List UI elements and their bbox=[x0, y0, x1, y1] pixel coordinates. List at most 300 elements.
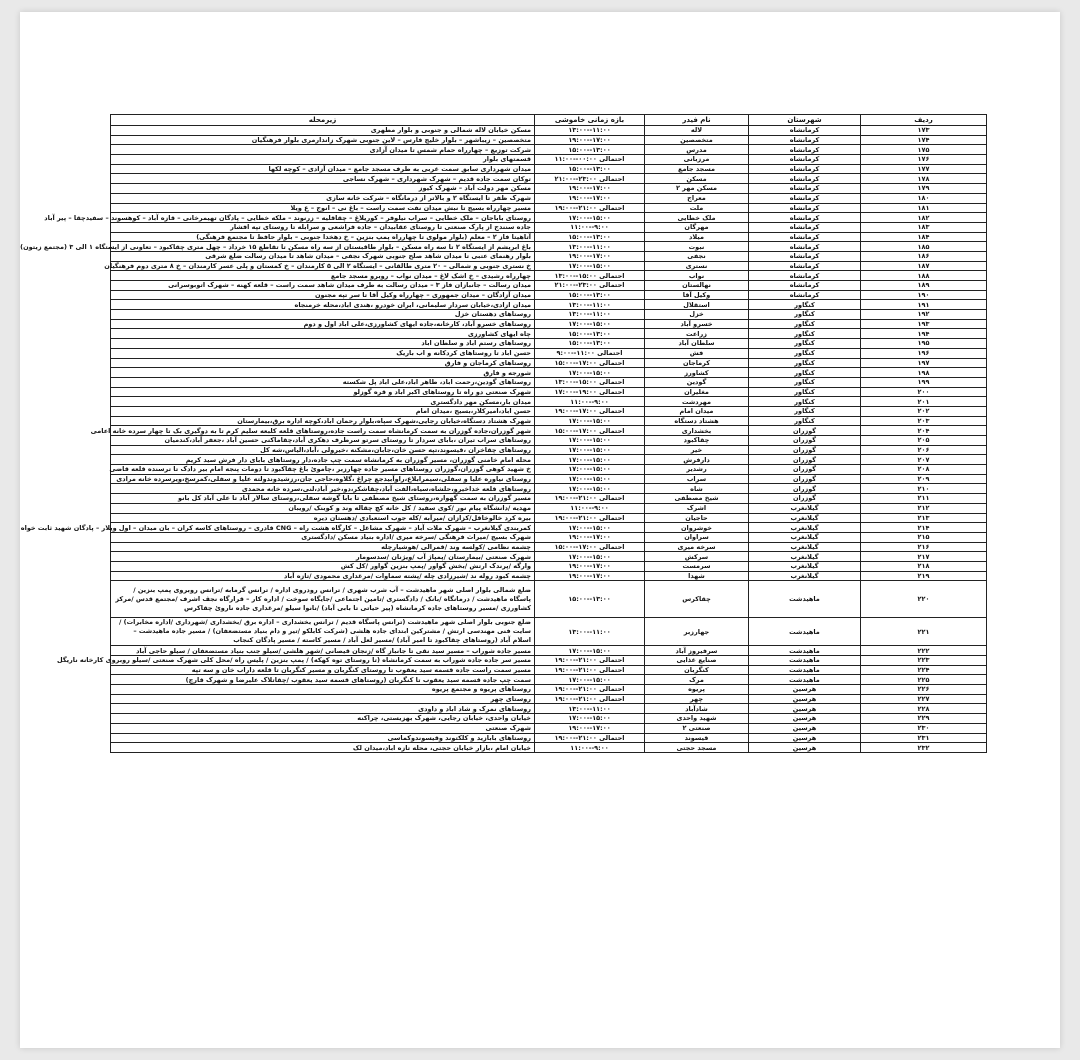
cell-index: ۲۲۷ bbox=[861, 694, 987, 704]
table-row bbox=[111, 242, 987, 252]
cell-period: ۹:۰۰--۱۱:۰۰ bbox=[535, 397, 645, 407]
cell-city: کنگاور bbox=[749, 300, 861, 310]
table-row bbox=[111, 300, 987, 310]
cell-area: روستاهای دهستان خزل bbox=[111, 310, 535, 320]
table-row bbox=[111, 416, 987, 426]
cell-index: ۲۱۵ bbox=[861, 532, 987, 542]
cell-period: ۱۳:۰۰--۱۵:۰۰ bbox=[535, 290, 645, 300]
table-row bbox=[111, 329, 987, 339]
cell-area: متخصصین – زیباشهر – بلوار خلیج فارس – لاین جنوبی شهرک زاندارمری بلوار فرهنگیان bbox=[111, 135, 535, 145]
cell-period: ۱۵:۰۰--۱۷:۰۰ bbox=[535, 319, 645, 329]
cell-city: هرسین bbox=[749, 723, 861, 733]
table-row bbox=[111, 426, 987, 436]
cell-index: ۱۷۶ bbox=[861, 155, 987, 165]
cell-area: سمت چپ جاده قسمه سید یعقوب تا کنگربان (روستاهای قسمه سید یعقوب /چقاتلاک علیرضا و شهرک قارچ) bbox=[111, 675, 535, 685]
cell-period: احتمالی ۲۱:۰۰--۱۹:۰۰ bbox=[535, 203, 645, 213]
cell-index: ۱۹۴ bbox=[861, 329, 987, 339]
cell-area: بلوار رهنمای عتبی تا میدان شاهد صلح جنوبی شهرک نجفی – میدان شاهد تا میدان رسالت ضلع شرقی bbox=[111, 251, 535, 261]
cell-index: ۲۰۵ bbox=[861, 436, 987, 446]
cell-city: کنگاور bbox=[749, 339, 861, 349]
cell-feeder: خزل bbox=[645, 310, 749, 320]
cell-period: ۱۵:۰۰--۱۷:۰۰ bbox=[535, 675, 645, 685]
cell-feeder: اشرک bbox=[645, 503, 749, 513]
cell-index: ۲۰۴ bbox=[861, 426, 987, 436]
cell-period: احتمالی ۱۷:۰۰--۱۵:۰۰ bbox=[535, 358, 645, 368]
table-row bbox=[111, 552, 987, 562]
table-row bbox=[111, 474, 987, 484]
cell-index: ۲۲۲ bbox=[861, 646, 987, 656]
cell-feeder: بخشداری bbox=[645, 426, 749, 436]
cell-city: هرسین bbox=[749, 733, 861, 743]
cell-city: هرسین bbox=[749, 704, 861, 714]
table-row bbox=[111, 348, 987, 358]
cell-index: ۱۷۳ bbox=[861, 126, 987, 136]
cell-area: وارگه /پرندک ارتش /بخش گواور /پمپ بنزین گواور /کل کش bbox=[111, 561, 535, 571]
cell-index: ۲۱۷ bbox=[861, 552, 987, 562]
cell-period: ۱۵:۰۰--۱۷:۰۰ bbox=[535, 714, 645, 724]
cell-period: ۱۵:۰۰--۱۷:۰۰ bbox=[535, 368, 645, 378]
cell-index: ۱۸۱ bbox=[861, 203, 987, 213]
table-row bbox=[111, 126, 987, 136]
header-city: شهرستان bbox=[749, 115, 861, 126]
cell-period: ۱۳:۰۰--۱۵:۰۰ bbox=[535, 145, 645, 155]
cell-area: شهرک بسیج /میراث فرهنگی /سرخه میری /اداره بنیاد مسکن /دادگستری bbox=[111, 532, 535, 542]
cell-city: گوزران bbox=[749, 426, 861, 436]
cell-index: ۲۰۲ bbox=[861, 406, 987, 416]
cell-area: روستاهای نمرک و شاد اباد و داودی bbox=[111, 704, 535, 714]
cell-period: احتمالی ۲۱:۰۰--۱۹:۰۰ bbox=[535, 665, 645, 675]
cell-area: خیابان امام ،بازار خیابان حجتی، محله تازه اباد،میدان لک bbox=[111, 743, 535, 753]
cell-feeder: جهارزبر bbox=[645, 618, 749, 646]
cell-area: میدان ازادی،خیابان سردار سلیمانی، ایران خودرو ،هندی اباد،محله خرمنجاه bbox=[111, 300, 535, 310]
cell-city: کرمانشاه bbox=[749, 135, 861, 145]
cell-city: گوزران bbox=[749, 455, 861, 465]
table-row bbox=[111, 581, 987, 618]
cell-area: مسکن خیابان لاله شمالی و جنوبی و بلوار مطهری bbox=[111, 126, 535, 136]
cell-area: خ شهید کوهی گوزران،گوزران روستاهای مسیر جاده چهارزبر ،چاموئ باغ چقاکبود تا دومات پنجه امام بیر دادک تا ترسنده قلعه قاضی bbox=[111, 465, 535, 475]
cell-period: ۱۵:۰۰--۱۷:۰۰ bbox=[535, 416, 645, 426]
cell-feeder: خوشروان bbox=[645, 523, 749, 533]
cell-city: کنگاور bbox=[749, 397, 861, 407]
cell-feeder: هشتاد دستگاه bbox=[645, 416, 749, 426]
cell-area: روستاهای چقاخران ،قیسوند،تپه حسن خان،جابان،مشکنه ،خیرولی ،آباد،الیاس،شه کل bbox=[111, 445, 535, 455]
table-row bbox=[111, 232, 987, 242]
cell-period: ۱۱:۰۰--۱۳:۰۰ bbox=[535, 618, 645, 646]
cell-index: ۱۸۷ bbox=[861, 261, 987, 271]
cell-area: شهر گوزران،جاده گوزران به سمت کرمانشاه سمت راست جاده،روستاهای قلعه کلبعه سلیم کرم تا به دوگیری بک تا چهار سرده خانه اعامی bbox=[111, 426, 535, 436]
cell-period: ۱۱:۰۰--۱۳:۰۰ bbox=[535, 126, 645, 136]
cell-city: گوزران bbox=[749, 465, 861, 475]
cell-feeder: چقاکبود bbox=[645, 436, 749, 446]
cell-feeder: نواب bbox=[645, 271, 749, 281]
cell-feeder: استقلال bbox=[645, 300, 749, 310]
cell-index: ۲۰۱ bbox=[861, 397, 987, 407]
table-row bbox=[111, 358, 987, 368]
cell-area: حسن اباد،امیرکلار،بسیج ،میدان امام bbox=[111, 406, 535, 416]
cell-period: احتمالی ۲۱:۰۰--۱۹:۰۰ bbox=[535, 494, 645, 504]
cell-period: احتمالی ۲۱:۰۰--۱۹:۰۰ bbox=[535, 656, 645, 666]
header-period: بازه زمانی خاموشی bbox=[535, 115, 645, 126]
cell-area: روستاهای گودین،رحمت اباد، طاهر اباد،علی اباد پل شکسته bbox=[111, 377, 535, 387]
cell-index: ۲۰۷ bbox=[861, 455, 987, 465]
cell-feeder: چقاکرس bbox=[645, 581, 749, 618]
cell-area: مسیر سمت راست جاده قسمه سید یعقوب تا روستای کنگربان و مسیر کنگربان تا قلعه داراب خان و سه تپه bbox=[111, 665, 535, 675]
cell-feeder: مدرس bbox=[645, 145, 749, 155]
cell-index: ۱۷۹ bbox=[861, 184, 987, 194]
cell-area: میدان شهرداری سابق سمت غربی به طرف مسجد جامع – میدان آزادی – کوچه لکها bbox=[111, 164, 535, 174]
cell-city: ماهیدشت bbox=[749, 665, 861, 675]
cell-city: گیلانغرب bbox=[749, 503, 861, 513]
cell-index: ۱۸۲ bbox=[861, 213, 987, 223]
cell-feeder: مهردشت bbox=[645, 397, 749, 407]
cell-period: ۱۵:۰۰--۱۷:۰۰ bbox=[535, 552, 645, 562]
cell-period: احتمالی ۱۵:۰۰--۱۳:۰۰ bbox=[535, 377, 645, 387]
cell-feeder: صنعتی ۲ bbox=[645, 723, 749, 733]
table-header-row bbox=[111, 115, 987, 126]
cell-feeder: دارفرش bbox=[645, 455, 749, 465]
cell-period: ۱۷:۰۰--۱۹:۰۰ bbox=[535, 571, 645, 581]
cell-area: آتاهیتا فاز ۲ – معلم (بلوار مولوی تا چهارراه پمپ بنزین – خ دهخدا جنوبی – بلوار حافظ تا مجتمع فرهنگی) bbox=[111, 232, 535, 242]
cell-period: ۱۷:۰۰--۱۹:۰۰ bbox=[535, 532, 645, 542]
cell-index: ۲۱۳ bbox=[861, 513, 987, 523]
cell-feeder: شهدا bbox=[645, 571, 749, 581]
table-row bbox=[111, 465, 987, 475]
cell-area: خ نستری جنوبی و شمالی – ۲۰ متری طالقانی – ایستگاه ۲ الی ۵ کارمندان – خ کمستان و پلی عسر کارمندان – خ ۸ متری دوم فرهنگیان bbox=[111, 261, 535, 271]
cell-feeder: کشاورز bbox=[645, 368, 749, 378]
cell-feeder: سرمست bbox=[645, 561, 749, 571]
table-row bbox=[111, 656, 987, 666]
table-row bbox=[111, 665, 987, 675]
cell-area: مسیر گوزران به سمت گهواره،روستای شیخ مصطفی تا بابا گوشه سفلی،روستای سالار آباد تا علی آباد کل بانو bbox=[111, 494, 535, 504]
cell-feeder: نبوت bbox=[645, 242, 749, 252]
cell-city: کرمانشاه bbox=[749, 203, 861, 213]
cell-city: کنگاور bbox=[749, 329, 861, 339]
table-row bbox=[111, 513, 987, 523]
cell-feeder: مسکن bbox=[645, 174, 749, 184]
cell-index: ۱۹۰ bbox=[861, 290, 987, 300]
cell-area: روستاهای سراب تیران ،بابای سردار تا روستای سرتو سرطرف دهکری آباد،چقاماکنی حسین آباد ،جعفر آباد،کندمیان bbox=[111, 436, 535, 446]
table-row bbox=[111, 455, 987, 465]
cell-area: روستای باباجان – ملک خطایی – سراب نیلوفر – کوریلاغ – چقاقلیه – زرنوند – ملکه خطایی – پادگان تهیمرخانی – قازه آباد – کوهسوند – سفیدچقا – پیر آباد bbox=[111, 213, 535, 223]
cell-period: احتمالی ۱۷:۰۰--۱۵:۰۰ bbox=[535, 426, 645, 436]
table-row bbox=[111, 368, 987, 378]
cell-city: کرمانشاه bbox=[749, 155, 861, 165]
cell-area: قسمتهای بلوار bbox=[111, 155, 535, 165]
cell-period: احتمالی ۲۳:۰۰--۲۱:۰۰ bbox=[535, 281, 645, 291]
cell-city: گیلانغرب bbox=[749, 561, 861, 571]
cell-area: میدان آزادگان – میدان جمهوری – چهارراه وکیل آقا تا سر تپه مجنون bbox=[111, 290, 535, 300]
cell-area: میدان رسالت – جانبازان فاز ۳ – میدان رسالت به طرف میدان شاهد سمت راست – قلعه کهنه – شهرک اتوبوسرانی bbox=[111, 281, 535, 291]
cell-index: ۲۱۰ bbox=[861, 484, 987, 494]
cell-index: ۲۲۱ bbox=[861, 618, 987, 646]
cell-area: جاده سنندج از پارک صنعتی تا روستای عقابیدان – جاده فراشعی و سرابله تا روستای تپه افشار bbox=[111, 222, 535, 232]
cell-index: ۱۸۶ bbox=[861, 251, 987, 261]
cell-feeder: میدان امام bbox=[645, 406, 749, 416]
cell-city: گوزران bbox=[749, 436, 861, 446]
cell-area: روستای چهر bbox=[111, 694, 535, 704]
cell-period: ۱۳:۰۰--۱۵:۰۰ bbox=[535, 232, 645, 242]
cell-city: کرمانشاه bbox=[749, 271, 861, 281]
cell-feeder: مرزبانی bbox=[645, 155, 749, 165]
table-row bbox=[111, 714, 987, 724]
table-row bbox=[111, 733, 987, 743]
cell-period: ۱۵:۰۰--۱۷:۰۰ bbox=[535, 484, 645, 494]
cell-area: بیره کرد خالوخاقل/کزازان /میرآبه /کله جوب استعبادی /دهستان دیره bbox=[111, 513, 535, 523]
cell-feeder: ملک خطایی bbox=[645, 213, 749, 223]
cell-feeder: شادآباد bbox=[645, 704, 749, 714]
cell-index: ۲۲۳ bbox=[861, 656, 987, 666]
cell-feeder: مسجد حجتی bbox=[645, 743, 749, 753]
cell-index: ۱۷۵ bbox=[861, 145, 987, 155]
table-row bbox=[111, 406, 987, 416]
cell-city: ماهیدشت bbox=[749, 646, 861, 656]
cell-feeder: مغلیران bbox=[645, 387, 749, 397]
cell-feeder: زراعت bbox=[645, 329, 749, 339]
cell-city: ماهیدشت bbox=[749, 618, 861, 646]
cell-city: هرسین bbox=[749, 685, 861, 695]
table-row bbox=[111, 675, 987, 685]
cell-city: گیلانغرب bbox=[749, 542, 861, 552]
cell-feeder: رشدیر bbox=[645, 465, 749, 475]
cell-city: کنگاور bbox=[749, 319, 861, 329]
table-row bbox=[111, 145, 987, 155]
cell-city: کنگاور bbox=[749, 348, 861, 358]
cell-city: کرمانشاه bbox=[749, 164, 861, 174]
table-row bbox=[111, 542, 987, 552]
cell-city: گیلانغرب bbox=[749, 523, 861, 533]
table-row bbox=[111, 251, 987, 261]
table-row bbox=[111, 319, 987, 329]
cell-index: ۲۱۲ bbox=[861, 503, 987, 513]
cell-feeder: خیر bbox=[645, 445, 749, 455]
table-row bbox=[111, 694, 987, 704]
cell-index: ۱۸۹ bbox=[861, 281, 987, 291]
table-row bbox=[111, 523, 987, 533]
cell-feeder: فش bbox=[645, 348, 749, 358]
table-row bbox=[111, 193, 987, 203]
cell-index: ۱۷۴ bbox=[861, 135, 987, 145]
cell-city: کرمانشاه bbox=[749, 242, 861, 252]
cell-city: هرسین bbox=[749, 743, 861, 753]
cell-index: ۲۰۳ bbox=[861, 416, 987, 426]
cell-index: ۱۷۸ bbox=[861, 174, 987, 184]
cell-index: ۲۱۸ bbox=[861, 561, 987, 571]
table-row bbox=[111, 271, 987, 281]
table-row bbox=[111, 532, 987, 542]
table-row bbox=[111, 397, 987, 407]
cell-feeder: سرفیروز آباد bbox=[645, 646, 749, 656]
cell-city: کرمانشاه bbox=[749, 251, 861, 261]
cell-city: هرسین bbox=[749, 714, 861, 724]
table-row bbox=[111, 213, 987, 223]
table-row bbox=[111, 685, 987, 695]
cell-index: ۱۹۹ bbox=[861, 377, 987, 387]
cell-feeder: پریوه bbox=[645, 685, 749, 695]
cell-city: کرمانشاه bbox=[749, 193, 861, 203]
cell-period: ۱۷:۰۰--۱۹:۰۰ bbox=[535, 135, 645, 145]
cell-feeder: نجفی bbox=[645, 251, 749, 261]
cell-city: کنگاور bbox=[749, 387, 861, 397]
cell-city: گوزران bbox=[749, 474, 861, 484]
cell-city: ماهیدشت bbox=[749, 656, 861, 666]
document-page bbox=[20, 12, 1060, 1048]
cell-city: کنگاور bbox=[749, 416, 861, 426]
cell-feeder: وکیل آقا bbox=[645, 290, 749, 300]
cell-feeder: سراوان bbox=[645, 532, 749, 542]
table-row bbox=[111, 281, 987, 291]
cell-city: گیلانغرب bbox=[749, 513, 861, 523]
cell-period: ۱۳:۰۰--۱۵:۰۰ bbox=[535, 581, 645, 618]
cell-area: مسیر سر جاده جاده شوراب به سمت کرمانشاه (تا روستای توه کهکه) / پمپ بنزین / پلیس راه /محل کلی شهرک صنعتی /سیلو روبروی کارخانه ناریگل bbox=[111, 656, 535, 666]
cell-city: کنگاور bbox=[749, 358, 861, 368]
cell-feeder: گودین bbox=[645, 377, 749, 387]
table-row bbox=[111, 387, 987, 397]
cell-area: ضلع جنوبی بلوار اصلی شهر ماهیدشت (ترانس پاسگاه قدیم / ترانس بخشداری – اداره برق /بخشداری /شهرداری /اداره مخابرات) /سایت فنی مهندسی ارتش / مشترکین ابتدای جاده هلشی (شرکت کابلکو /تیر و دام بنیاد مستضعفان) / مسیر جاده ماهیدشت – اسلام آباد (روستاهای چقاکبود تا امیر آباد) /مسیر لعل آباد / مسیر کاسته / مسیر پادگان کنجاب bbox=[111, 618, 535, 646]
table-row bbox=[111, 704, 987, 714]
cell-period: احتمالی ۲۱:۰۰--۱۹:۰۰ bbox=[535, 513, 645, 523]
cell-index: ۲۲۸ bbox=[861, 704, 987, 714]
cell-index: ۱۹۲ bbox=[861, 310, 987, 320]
table-row bbox=[111, 503, 987, 513]
cell-index: ۲۳۰ bbox=[861, 723, 987, 733]
cell-city: کنگاور bbox=[749, 368, 861, 378]
table-row bbox=[111, 646, 987, 656]
cell-area: شهرک صنعتی دو راه تا روستاهای اکبر اباد و قره گوزلو bbox=[111, 387, 535, 397]
cell-index: ۲۱۴ bbox=[861, 523, 987, 533]
cell-city: کرمانشاه bbox=[749, 184, 861, 194]
cell-feeder: کرماجان bbox=[645, 358, 749, 368]
cell-city: کرمانشاه bbox=[749, 126, 861, 136]
cell-city: گوزران bbox=[749, 494, 861, 504]
cell-period: ۱۵:۰۰--۱۷:۰۰ bbox=[535, 436, 645, 446]
cell-city: گیلانغرب bbox=[749, 571, 861, 581]
table-row bbox=[111, 310, 987, 320]
cell-period: ۱۷:۰۰--۱۹:۰۰ bbox=[535, 193, 645, 203]
cell-period: ۱۵:۰۰--۱۷:۰۰ bbox=[535, 445, 645, 455]
cell-index: ۱۹۳ bbox=[861, 319, 987, 329]
cell-index: ۱۸۵ bbox=[861, 242, 987, 252]
cell-feeder: حاجیان bbox=[645, 513, 749, 523]
cell-feeder: نهالستان bbox=[645, 281, 749, 291]
cell-feeder: صنایع غذایی bbox=[645, 656, 749, 666]
cell-city: گوزران bbox=[749, 445, 861, 455]
cell-feeder: سرکش bbox=[645, 552, 749, 562]
cell-feeder: کنگربان bbox=[645, 665, 749, 675]
cell-city: کرمانشاه bbox=[749, 222, 861, 232]
cell-feeder: مسجد جامع bbox=[645, 164, 749, 174]
cell-feeder: شیخ مصطفی bbox=[645, 494, 749, 504]
cell-area: محله امام خامنی گوزران، مسیر گوزران به کرمانشاه سمت چپ جاده،دار روستاهای بابای دار فرش سید کریم bbox=[111, 455, 535, 465]
table-row bbox=[111, 723, 987, 733]
cell-area: چشمه نظامی /کولسه وند /قمرالی /هوشیارچله bbox=[111, 542, 535, 552]
table-row bbox=[111, 135, 987, 145]
cell-period: احتمالی ۰۰:۰۰--۱۱:۰۰ bbox=[535, 155, 645, 165]
header-area: زیرمحله bbox=[111, 115, 535, 126]
cell-index: ۱۸۴ bbox=[861, 232, 987, 242]
cell-period: ۱۷:۰۰--۱۹:۰۰ bbox=[535, 184, 645, 194]
cell-feeder: خسرو آباد bbox=[645, 319, 749, 329]
cell-area: کمربندی گیلانغرب – شهرک ملات آباد – شهرک مشاغل – کارگاه هشت راه – CNG قادری – روستاهای کاسه کران – بان میدان – اول ویلار – پادگان شهید ثابت خواه bbox=[111, 523, 535, 533]
cell-feeder: مسکن مهر ۲ bbox=[645, 184, 749, 194]
cell-city: کرمانشاه bbox=[749, 290, 861, 300]
cell-feeder: شاه bbox=[645, 484, 749, 494]
cell-index: ۲۲۴ bbox=[861, 665, 987, 675]
table-row bbox=[111, 743, 987, 753]
cell-period: ۱۷:۰۰--۱۹:۰۰ bbox=[535, 723, 645, 733]
table-row bbox=[111, 561, 987, 571]
cell-period: ۱۱:۰۰--۱۳:۰۰ bbox=[535, 704, 645, 714]
cell-period: ۱۳:۰۰--۱۵:۰۰ bbox=[535, 339, 645, 349]
cell-period: ۱۷:۰۰--۱۹:۰۰ bbox=[535, 251, 645, 261]
cell-period: ۱۵:۰۰--۱۷:۰۰ bbox=[535, 213, 645, 223]
cell-index: ۲۲۰ bbox=[861, 581, 987, 618]
cell-city: ماهیدشت bbox=[749, 581, 861, 618]
cell-index: ۱۸۰ bbox=[861, 193, 987, 203]
table-row bbox=[111, 203, 987, 213]
cell-area: مسیر جاده شوراب – مسیر سید نقی تا جانباز گاه /زنجان قیصانی /شهر هلشی /سیلو جنب بنیاد مستضعفان / سیلو حاجی آباد bbox=[111, 646, 535, 656]
cell-period: احتمالی ۱۷:۰۰--۱۵:۰۰ bbox=[535, 542, 645, 552]
cell-index: ۲۰۰ bbox=[861, 387, 987, 397]
cell-feeder: قیسوند bbox=[645, 733, 749, 743]
cell-area: مسکن مهر دولت آباد – شهرک کیوز bbox=[111, 184, 535, 194]
table-row bbox=[111, 484, 987, 494]
cell-area: روستاهای بابازید و کلکتوند وقیسوندوکماسی bbox=[111, 733, 535, 743]
cell-index: ۲۲۹ bbox=[861, 714, 987, 724]
cell-period: احتمالی ۲۱:۰۰--۱۹:۰۰ bbox=[535, 694, 645, 704]
table-row bbox=[111, 261, 987, 271]
cell-index: ۱۹۶ bbox=[861, 348, 987, 358]
cell-period: ۱۵:۰۰--۱۷:۰۰ bbox=[535, 523, 645, 533]
cell-area: شهرک هشتاد دستگاه،خیابان رجایی،شهرک سپاه،بلوار رحمان اباد،کوچه اداره برق،بیمارستان bbox=[111, 416, 535, 426]
cell-index: ۱۹۱ bbox=[861, 300, 987, 310]
table-row bbox=[111, 290, 987, 300]
cell-feeder: چهر bbox=[645, 694, 749, 704]
cell-index: ۲۲۶ bbox=[861, 685, 987, 695]
cell-area: شورجه و فارق bbox=[111, 368, 535, 378]
cell-period: ۹:۰۰--۱۱:۰۰ bbox=[535, 743, 645, 753]
cell-area: روستاهای خسرو آباد، کارخانه،جاده ایهای کشاورزی،علی اباد اول و دوم bbox=[111, 319, 535, 329]
cell-city: هرسین bbox=[749, 694, 861, 704]
cell-period: ۱۱:۰۰--۱۳:۰۰ bbox=[535, 300, 645, 310]
cell-period: ۱۳:۰۰--۱۵:۰۰ bbox=[535, 164, 645, 174]
cell-index: ۱۹۷ bbox=[861, 358, 987, 368]
cell-index: ۱۸۸ bbox=[861, 271, 987, 281]
table-row bbox=[111, 155, 987, 165]
header-index: ردیف bbox=[861, 115, 987, 126]
cell-area: مسیر چهارراه بسیج تا نبش میدان نفت سمت راست – باغ نی – انوج – ع ویلا bbox=[111, 203, 535, 213]
cell-index: ۲۰۸ bbox=[861, 465, 987, 475]
cell-period: احتمالی ۱۹:۰۰--۱۷:۰۰ bbox=[535, 387, 645, 397]
cell-feeder: ملت bbox=[645, 203, 749, 213]
cell-city: کرمانشاه bbox=[749, 174, 861, 184]
cell-area: میدان بار،مسکن مهر دادگستری bbox=[111, 397, 535, 407]
cell-period: ۱۳:۰۰--۱۵:۰۰ bbox=[535, 329, 645, 339]
cell-period: ۹:۰۰--۱۱:۰۰ bbox=[535, 222, 645, 232]
cell-period: ۱۱:۰۰--۱۳:۰۰ bbox=[535, 242, 645, 252]
table-row bbox=[111, 436, 987, 446]
cell-feeder: سرخه میری bbox=[645, 542, 749, 552]
cell-index: ۲۳۱ bbox=[861, 733, 987, 743]
cell-area: شهرک ظفر تا ایستگاه ۲ و بالاتر از درمانگاه – شرکت خانه سازی bbox=[111, 193, 535, 203]
cell-area: مهدیه /دانشگاه پیام نور /کوی سفید / کل خانه کچ چقاله وند و کوبنک /رویبان bbox=[111, 503, 535, 513]
cell-city: کرمانشاه bbox=[749, 261, 861, 271]
cell-area: روستاهای رستم اباد و سلطان اباد bbox=[111, 339, 535, 349]
cell-area: توکان سمت جاده قدیم – شهرک شهرداری – شهرک نساجی bbox=[111, 174, 535, 184]
cell-period: ۱۵:۰۰--۱۷:۰۰ bbox=[535, 455, 645, 465]
cell-feeder: مهرگان bbox=[645, 222, 749, 232]
cell-area: چاه ایهای کشاورزی bbox=[111, 329, 535, 339]
cell-index: ۲۳۲ bbox=[861, 743, 987, 753]
